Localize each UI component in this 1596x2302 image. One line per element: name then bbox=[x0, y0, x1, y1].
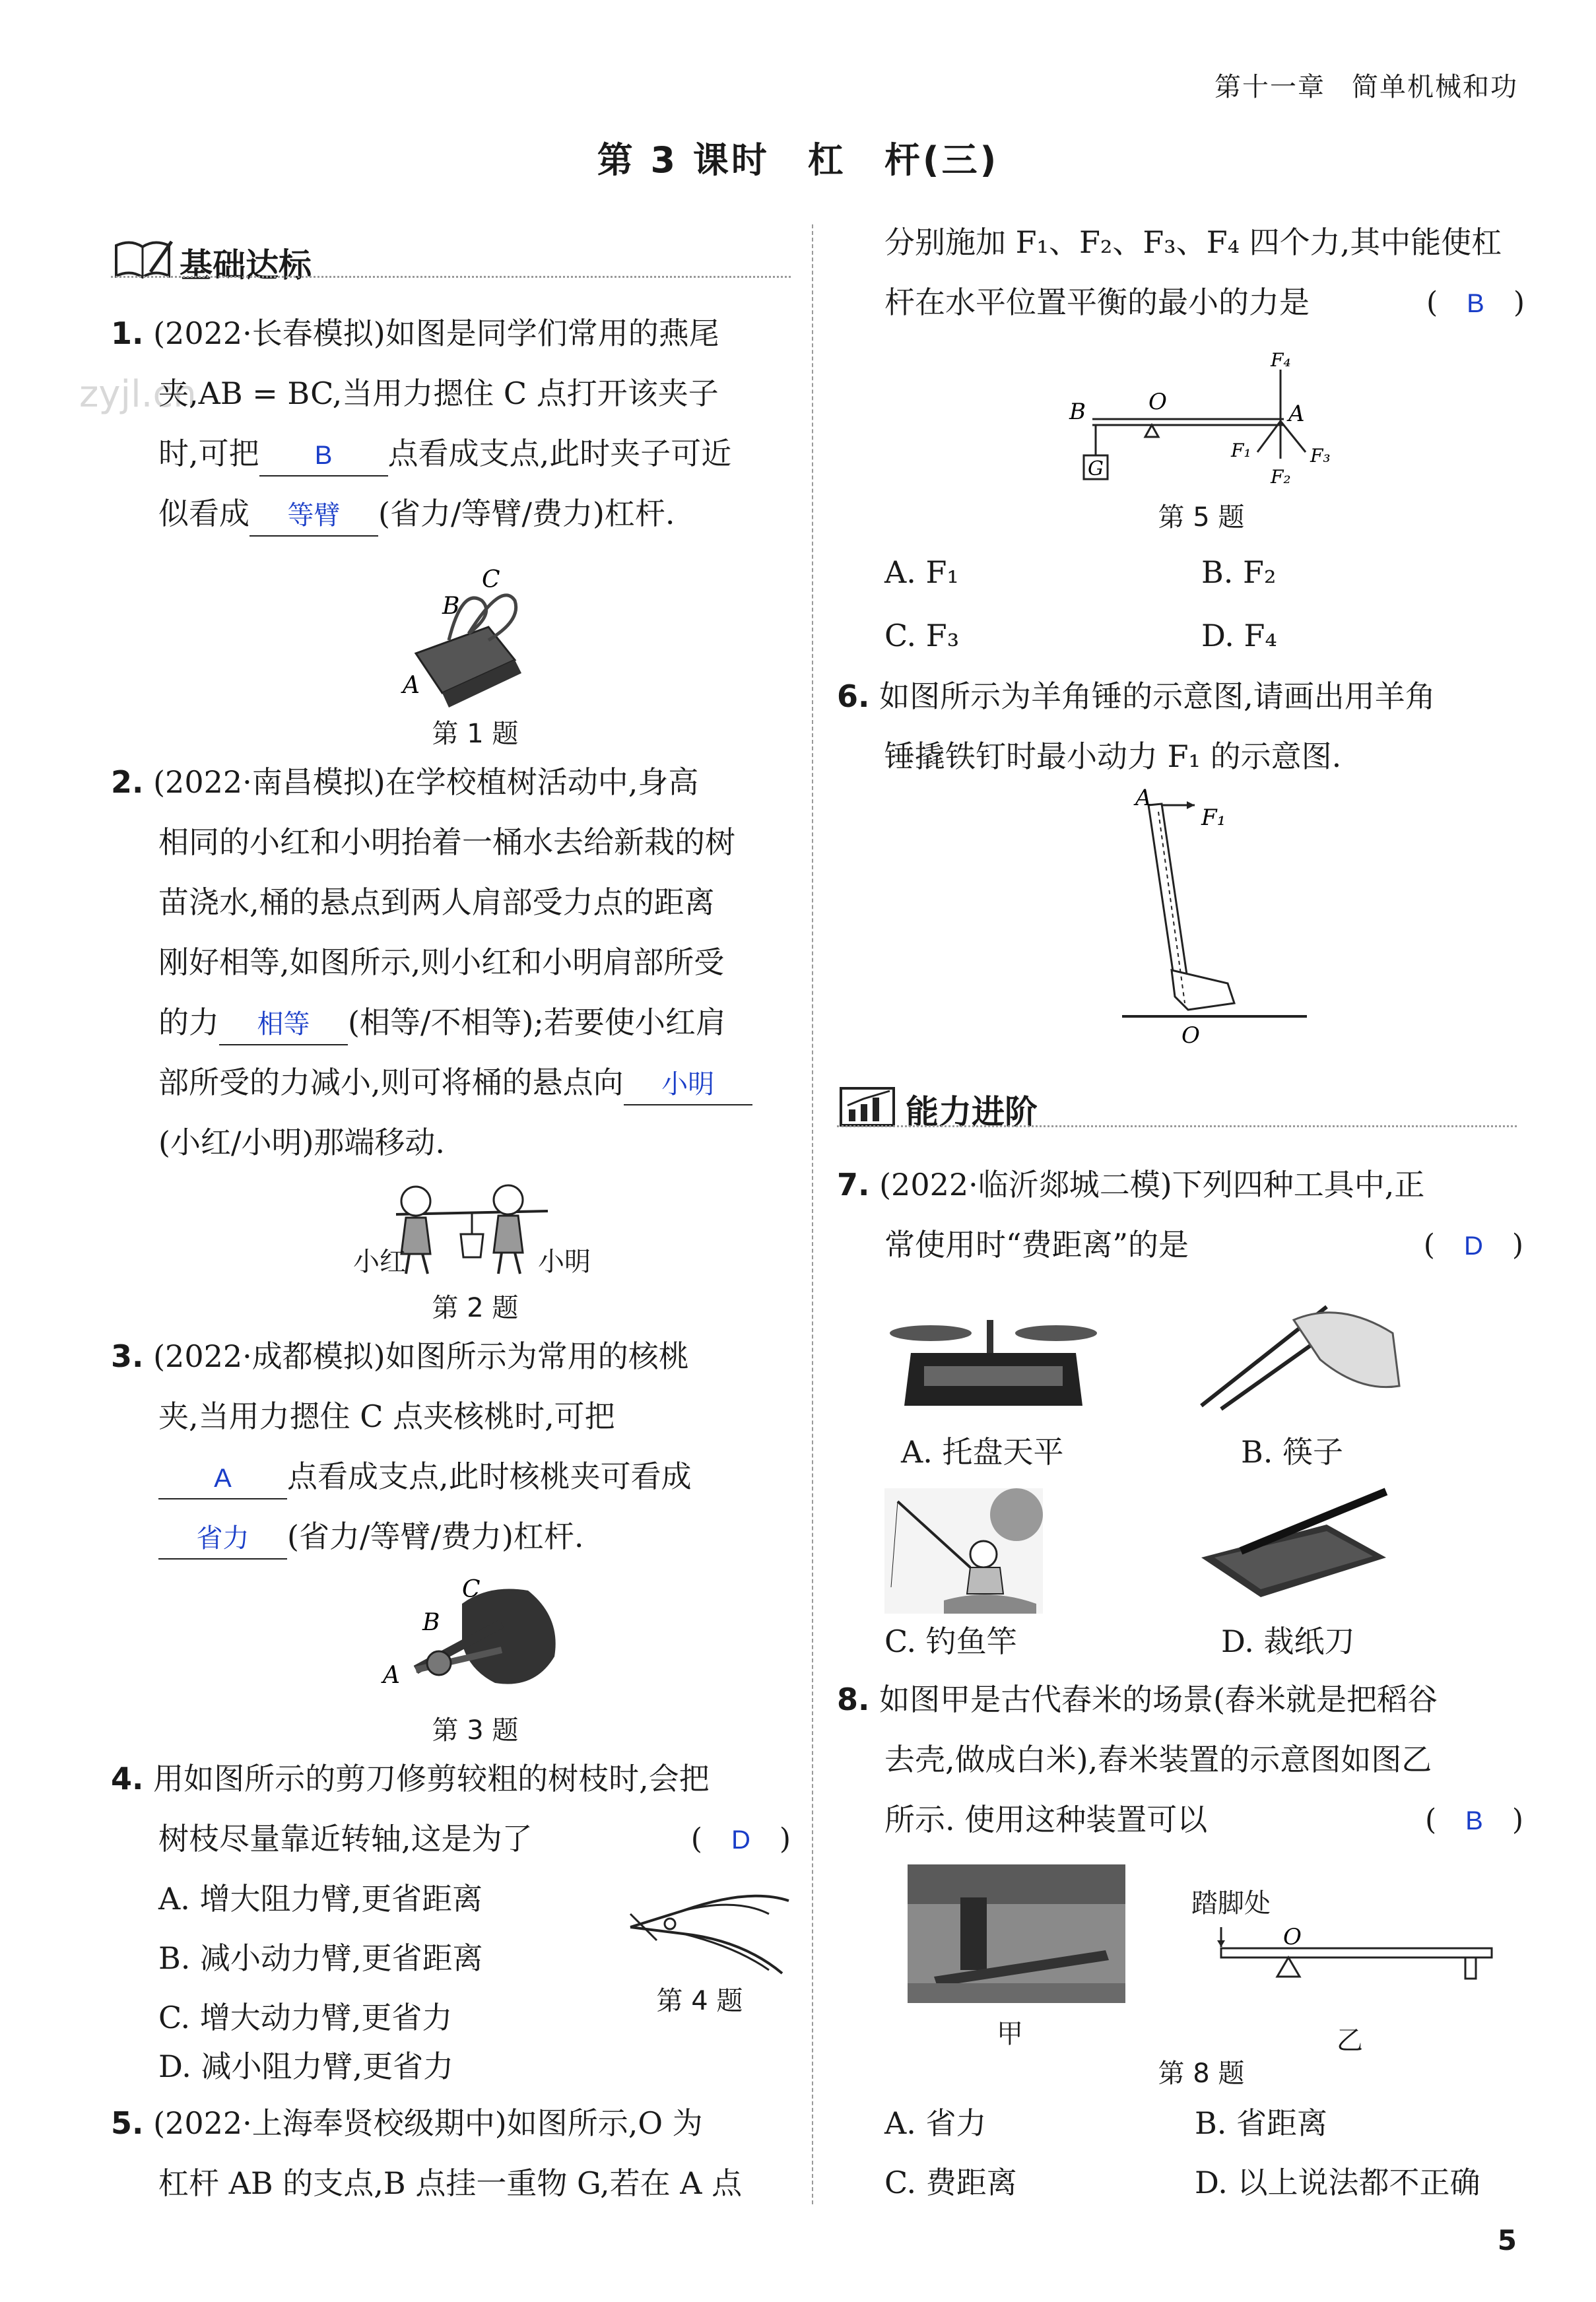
q5-label-f2: F₂ bbox=[1271, 466, 1291, 488]
q5-label-o: O bbox=[1148, 389, 1167, 415]
q5-number: 5. bbox=[111, 2105, 144, 2141]
q2-label-left: 小红 bbox=[353, 1247, 406, 1277]
q8-option-a[interactable]: A. 省力 bbox=[884, 2105, 987, 2141]
question-4: 4. 用如图所示的剪刀修剪较粗的树枝时,会把 树枝尽量靠近转轴,这是为了 ( D ) bbox=[111, 1761, 791, 1857]
q6-text: 锤撬铁钉时最小动力 F₁ 的示意图. bbox=[884, 739, 1342, 774]
lever-forces-figure bbox=[1056, 343, 1347, 502]
question-8: 8. 如图甲是古代舂米的场景(舂米就是把稻谷 去壳,做成白米),舂米装置的示意图如图乙 所示. 使用这种装置可以 ( B ) bbox=[837, 1682, 1523, 1837]
q4-option-d[interactable]: D. 减小阻力臂,更省力 bbox=[158, 2049, 454, 2084]
q7-option-d[interactable]: D. 裁纸刀 bbox=[1221, 1624, 1355, 1659]
q6-number: 6. bbox=[837, 678, 870, 714]
q2-text: 的力 bbox=[158, 1004, 219, 1040]
q7-text: 常使用时“费距离”的是 bbox=[884, 1227, 1189, 1263]
q4-text: 树枝尽量靠近转轴,这是为了 bbox=[158, 1821, 533, 1857]
q6-text: 如图所示为羊角锤的示意图,请画出用羊角 bbox=[879, 678, 1436, 714]
q2-text: 刚好相等,如图所示,则小红和小明肩部所受 bbox=[158, 944, 725, 980]
q2-answer-2: 小明 bbox=[661, 1070, 715, 1099]
q1-text: (2022·长春模拟)如图是同学们常用的燕尾 bbox=[153, 315, 719, 351]
bar-chart-icon bbox=[837, 1079, 900, 1132]
pruning-shears-figure bbox=[617, 1874, 802, 1980]
q3-text: (2022·成都模拟)如图所示为常用的核桃 bbox=[153, 1338, 689, 1374]
q8-answer: B bbox=[1465, 1806, 1483, 1835]
q8-label-pedal: 踏脚处 bbox=[1191, 1888, 1271, 1919]
q8-label-jia: 甲 bbox=[997, 2019, 1023, 2049]
q5-option-c[interactable]: C. F₃ bbox=[884, 618, 960, 653]
tray-balance-image bbox=[884, 1307, 1102, 1419]
q6-label-o: O bbox=[1181, 1022, 1200, 1049]
question-6 bbox=[837, 667, 1523, 787]
q8-text: 如图甲是古代舂米的场景(舂米就是把稻谷 bbox=[879, 1682, 1438, 1717]
question-7: 7. (2022·临沂郯城二模)下列四种工具中,正 常使用时“费距离”的是 ( D ) bbox=[837, 1167, 1523, 1263]
q2-text: (2022·南昌模拟)在学校植树活动中,身高 bbox=[153, 764, 699, 800]
q7-answer: D bbox=[1463, 1232, 1483, 1261]
q4-answer: D bbox=[731, 1825, 750, 1855]
question-3 bbox=[111, 1327, 797, 1567]
question-5-continued: 分别施加 F₁、F₂、F₃、F₄ 四个力,其中能使杠 杆在水平位置平衡的最小的力是 ( B ) bbox=[884, 213, 1525, 333]
q3-answer-2: 省力 bbox=[196, 1524, 249, 1553]
q5-label-f1: F₁ bbox=[1231, 440, 1251, 461]
q3-number: 3. bbox=[111, 1338, 144, 1374]
lesson-title: 第 3 课时 杠 杆(三) bbox=[597, 139, 999, 181]
q1-answer-1: B bbox=[314, 441, 333, 470]
q8-label-yi: 乙 bbox=[1337, 2025, 1363, 2056]
binder-clip-figure bbox=[389, 561, 554, 713]
q4-option-a[interactable]: A. 增大阻力臂,更省距离 bbox=[158, 1881, 483, 1917]
q2-text: (相等/不相等);若要使小红肩 bbox=[348, 1004, 726, 1040]
q5-label-b: B bbox=[1069, 399, 1086, 425]
q2-answer-1: 相等 bbox=[257, 1010, 310, 1039]
q4-option-c[interactable]: C. 增大动力臂,更省力 bbox=[158, 2000, 453, 2035]
q5-text: (2022·上海奉贤校级期中)如图所示,O 为 bbox=[153, 2105, 703, 2141]
q1-label-b: B bbox=[442, 593, 460, 620]
section-basic-heading bbox=[111, 232, 177, 288]
chapter-header bbox=[1214, 66, 1518, 104]
nutcracker-figure bbox=[376, 1577, 574, 1696]
section-basic-rule bbox=[111, 276, 791, 278]
q1-text: 时,可把 bbox=[158, 436, 259, 471]
q8-caption: 第 8 题 bbox=[1158, 2058, 1245, 2089]
q1-label-c: C bbox=[482, 566, 500, 593]
rice-pounding-photo bbox=[908, 1864, 1125, 2003]
q5-answer: B bbox=[1467, 289, 1484, 318]
q5-caption: 第 5 题 bbox=[1158, 502, 1245, 533]
section-advance-title: 能力进阶 bbox=[906, 1093, 1038, 1131]
q1-text: 点看成支点,此时夹子可近 bbox=[387, 436, 732, 471]
q5-text: 杠杆 AB 的支点,B 点挂一重物 G,若在 A 点 bbox=[158, 2165, 743, 2201]
q7-option-b[interactable]: B. 筷子 bbox=[1241, 1434, 1344, 1470]
claw-hammer-figure bbox=[1109, 785, 1320, 1049]
q2-text: 苗浇水,桶的悬点到两人肩部受力点的距离 bbox=[158, 884, 715, 920]
q2-caption: 第 2 题 bbox=[432, 1293, 519, 1323]
q1-text: 似看成 bbox=[158, 496, 249, 531]
q2-label-right: 小明 bbox=[538, 1247, 591, 1277]
q1-number: 1. bbox=[111, 315, 144, 351]
q1-label-a: A bbox=[403, 672, 420, 699]
q7-text: (2022·临沂郯城二模)下列四种工具中,正 bbox=[879, 1167, 1425, 1202]
q3-label-c: C bbox=[462, 1577, 481, 1603]
q4-caption: 第 4 题 bbox=[656, 1986, 743, 2016]
q5-label-f4: F₄ bbox=[1271, 349, 1291, 371]
q5-text: 杆在水平位置平衡的最小的力是 bbox=[884, 284, 1310, 320]
q4-number: 4. bbox=[111, 1761, 144, 1796]
q8-option-b[interactable]: B. 省距离 bbox=[1195, 2105, 1328, 2141]
q6-label-a: A bbox=[1135, 785, 1152, 811]
chapter-title: 简单机械和功 bbox=[1352, 72, 1518, 102]
section-basic-title: 基础达标 bbox=[180, 246, 312, 284]
q8-number: 8. bbox=[837, 1682, 870, 1717]
section-advance-rule bbox=[837, 1125, 1517, 1127]
q3-text: 夹,当用力摁住 C 点夹核桃时,可把 bbox=[158, 1398, 615, 1434]
q3-answer-1: A bbox=[214, 1464, 232, 1493]
q8-label-o: O bbox=[1283, 1924, 1302, 1950]
q5-option-a[interactable]: A. F₁ bbox=[884, 554, 959, 590]
question-5 bbox=[111, 2093, 797, 2214]
q1-text: 夹,AB = BC,当用力摁住 C 点打开该夹子 bbox=[158, 376, 719, 411]
q5-label-f3: F₃ bbox=[1310, 445, 1331, 467]
pounding-device-diagram bbox=[1214, 1914, 1498, 2013]
page-number: 5 bbox=[1497, 2224, 1517, 2256]
q2-text: 部所受的力减小,则可将桶的悬点向 bbox=[158, 1065, 624, 1100]
q3-label-b: B bbox=[422, 1609, 440, 1636]
q2-number: 2. bbox=[111, 764, 144, 800]
q2-text: 相同的小红和小明抬着一桶水去给新栽的树 bbox=[158, 824, 735, 860]
q4-option-b[interactable]: B. 减小动力臂,更省距离 bbox=[158, 1940, 483, 1976]
chopsticks-image bbox=[1195, 1294, 1406, 1412]
chapter-number: 第十一章 bbox=[1214, 72, 1325, 102]
watermark: zyjl.cn bbox=[79, 373, 197, 416]
q1-answer-2: 等臂 bbox=[287, 501, 341, 530]
column-divider bbox=[812, 224, 813, 2204]
paper-cutter-image bbox=[1195, 1485, 1393, 1604]
question-2 bbox=[111, 752, 797, 1173]
q5-label-g: G bbox=[1088, 457, 1104, 480]
q6-label-f1: F₁ bbox=[1201, 805, 1226, 831]
q8-text: 所示. 使用这种装置可以 bbox=[884, 1802, 1208, 1837]
q8-option-d[interactable]: D. 以上说法都不正确 bbox=[1195, 2165, 1480, 2200]
q4-text: 用如图所示的剪刀修剪较粗的树枝时,会把 bbox=[153, 1761, 710, 1796]
q7-option-c[interactable]: C. 钓鱼竿 bbox=[884, 1624, 1017, 1659]
q3-text: 点看成支点,此时核桃夹可看成 bbox=[287, 1459, 692, 1494]
q5-option-d[interactable]: D. F₄ bbox=[1201, 618, 1277, 653]
q8-option-c[interactable]: C. 费距离 bbox=[884, 2165, 1017, 2200]
fishing-rod-image bbox=[884, 1488, 1043, 1614]
q8-text: 去壳,做成白米),舂米装置的示意图如图乙 bbox=[884, 1742, 1432, 1777]
q3-caption: 第 3 题 bbox=[432, 1715, 519, 1746]
question-1 bbox=[111, 304, 797, 544]
q1-caption: 第 1 题 bbox=[432, 719, 519, 749]
q1-text: (省力/等臂/费力)杠杆. bbox=[378, 496, 675, 531]
q5-option-b[interactable]: B. F₂ bbox=[1201, 554, 1277, 590]
q7-number: 7. bbox=[837, 1167, 870, 1202]
q2-text: (小红/小明)那端移动. bbox=[158, 1125, 446, 1160]
q3-text: (省力/等臂/费力)杠杆. bbox=[287, 1519, 584, 1554]
q7-option-a[interactable]: A. 托盘天平 bbox=[901, 1434, 1064, 1470]
q5-label-a: A bbox=[1288, 401, 1305, 427]
q3-label-a: A bbox=[383, 1662, 400, 1689]
q5-text: 分别施加 F₁、F₂、F₃、F₄ 四个力,其中能使杠 bbox=[884, 224, 1502, 260]
